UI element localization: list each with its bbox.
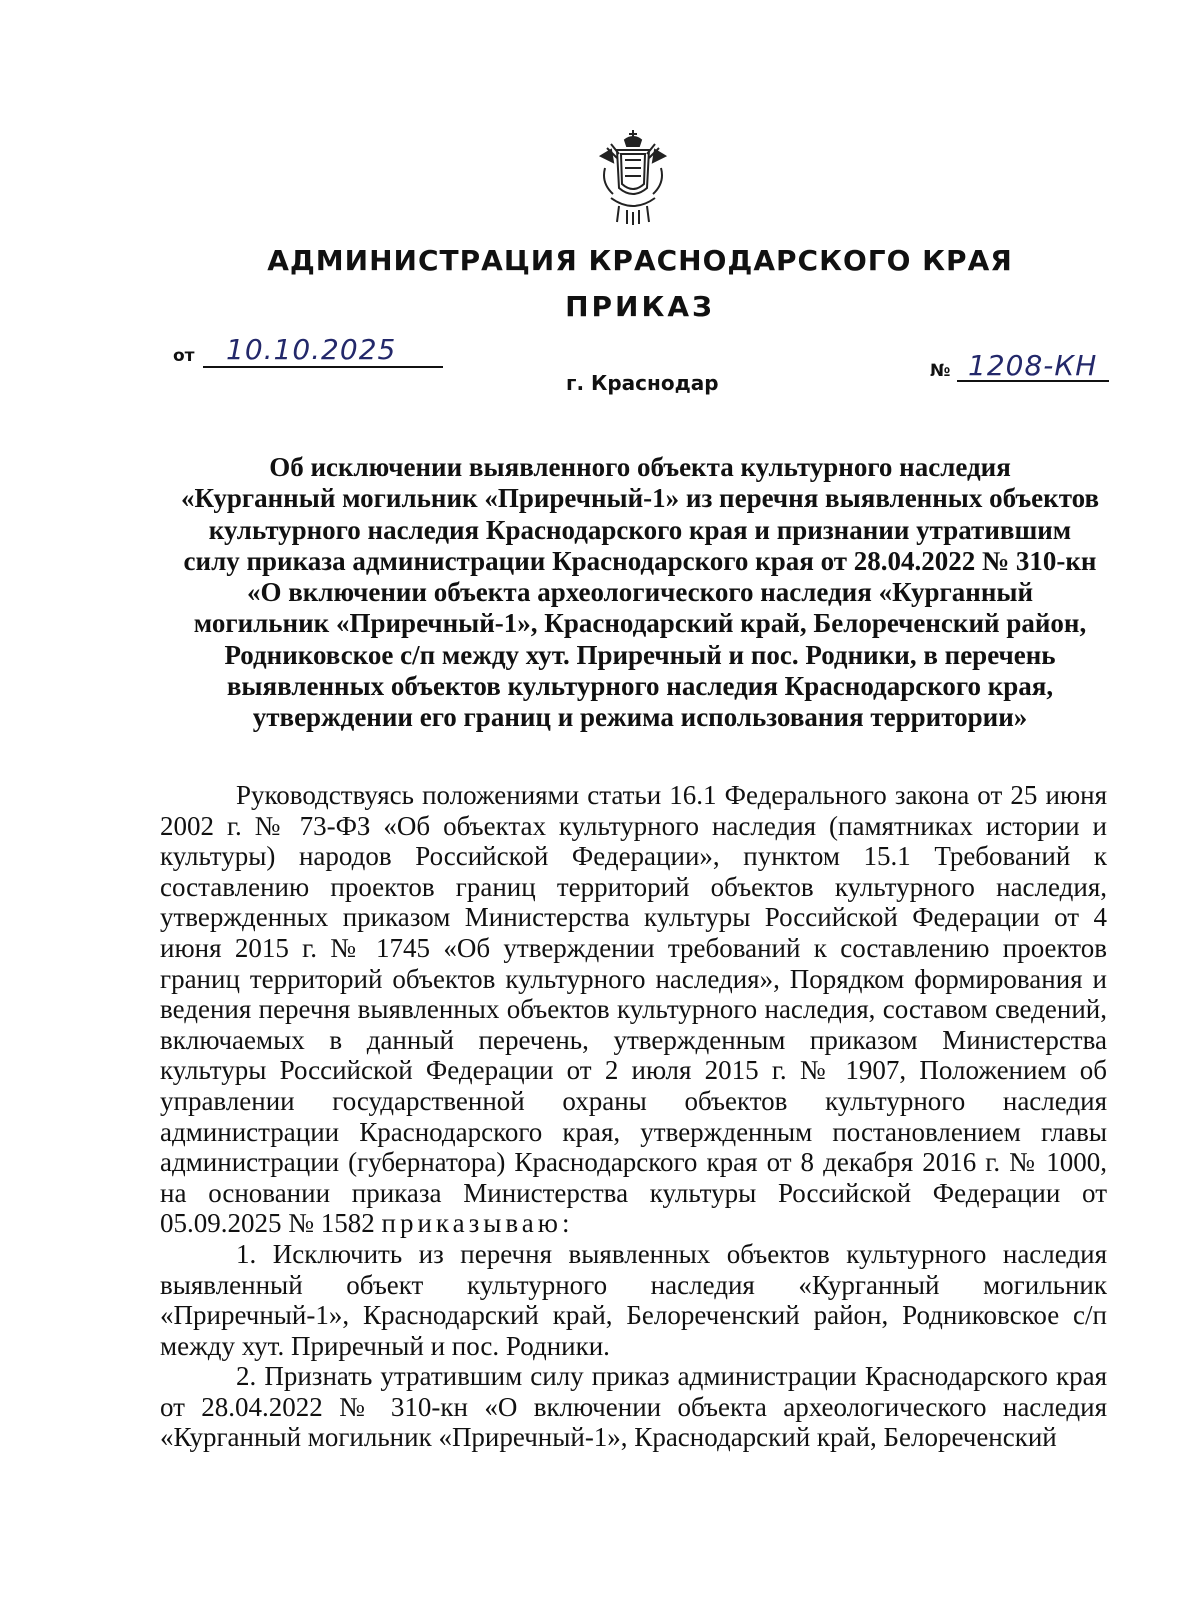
title-line: Родниковское с/п между хут. Приречный и пос. Родники, в перечень [224, 639, 1056, 670]
preamble-paragraph [160, 780, 1107, 1239]
city-name: г. Краснодар [566, 371, 719, 395]
date-handwritten: 10.10.2025 [226, 333, 397, 366]
coat-of-arms-emblem [597, 128, 669, 226]
organization-name: АДМИНИСТРАЦИЯ КРАСНОДАРСКОГО КРАЯ [267, 244, 1013, 277]
number-label: № [930, 361, 951, 381]
date-underline [203, 366, 443, 368]
title-line: «Курганный могильник «Приречный-1» из перечня выявленных объектов [180, 483, 1100, 514]
date-label: от [173, 346, 195, 366]
document-body [160, 780, 1107, 1453]
title-line: Об исключении выявленного объекта культурного наследия [269, 452, 1011, 482]
title-line: утверждении его границ и режима использования территории» [252, 702, 1028, 733]
order-item-1: 1. Исключить из перечня выявленных объектов культурного наследия выявленный объект культурного наследия «Курганный могильник «Приречный-1», Краснодарский край, Белореченский район, Родниковское с/п между хут. Приречный и пос. Родники. [160, 1238, 1107, 1361]
title-line: могильник «Приречный-1», Краснодарский край, Белореченский район, [193, 608, 1087, 639]
title-line: «О включении объекта археологического наследия «Курганный [246, 577, 1034, 608]
number-handwritten: 1208-КН [968, 349, 1098, 382]
preamble-text: Руководствуясь положениями статьи 16.1 Федерального закона от 25 июня 2002 г. № 73-ФЗ «Об объектах культурного наследия (памятниках истории и культуры) народов Российской Федерации», пунктом 15.1 Требований к составлению проектов границ территорий объектов культурного наследия, утвержденных приказом Министерства культуры Российской Федерации от 4 июня 2015 г. № 1745 «Об утверждении требований к составлению проектов границ территорий объектов культурного наследия», Порядком формирования и ведения перечня выявленных объектов культурного наследия, составом сведений, включаемых в данный перечень, утвержденным приказом Министерства культуры Российской Федерации от 2 июля 2015 г. № 1907, Положением об управлении государственной охраны объектов культурного наследия администрации Краснодарского края, утвержденным постановлением главы администрации (губернатора) Краснодарского края от 8 декабря 2016 г. № 1000, на основании приказа Министерства культуры Российской Федерации от 05.09.2025 № 1582 [160, 780, 1107, 1239]
title-line: культурного наследия Краснодарского края и признании утратившим [208, 514, 1072, 545]
title-line: силу приказа администрации Краснодарского края от 28.04.2022 № 310-кн [183, 545, 1097, 576]
document-type: ПРИКАЗ [565, 290, 715, 323]
document-title [170, 452, 1110, 734]
order-item-2: 2. Признать утратившим силу приказ администрации Краснодарского края от 28.04.2022 № 310-кн «О включении объекта археологического наследия «Курганный могильник «Приречный-1», Краснодарский край, Белореченский [160, 1361, 1107, 1453]
order-word: приказываю: [381, 1208, 574, 1239]
title-line: выявленных объектов культурного наследия Краснодарского края, [226, 671, 1054, 702]
